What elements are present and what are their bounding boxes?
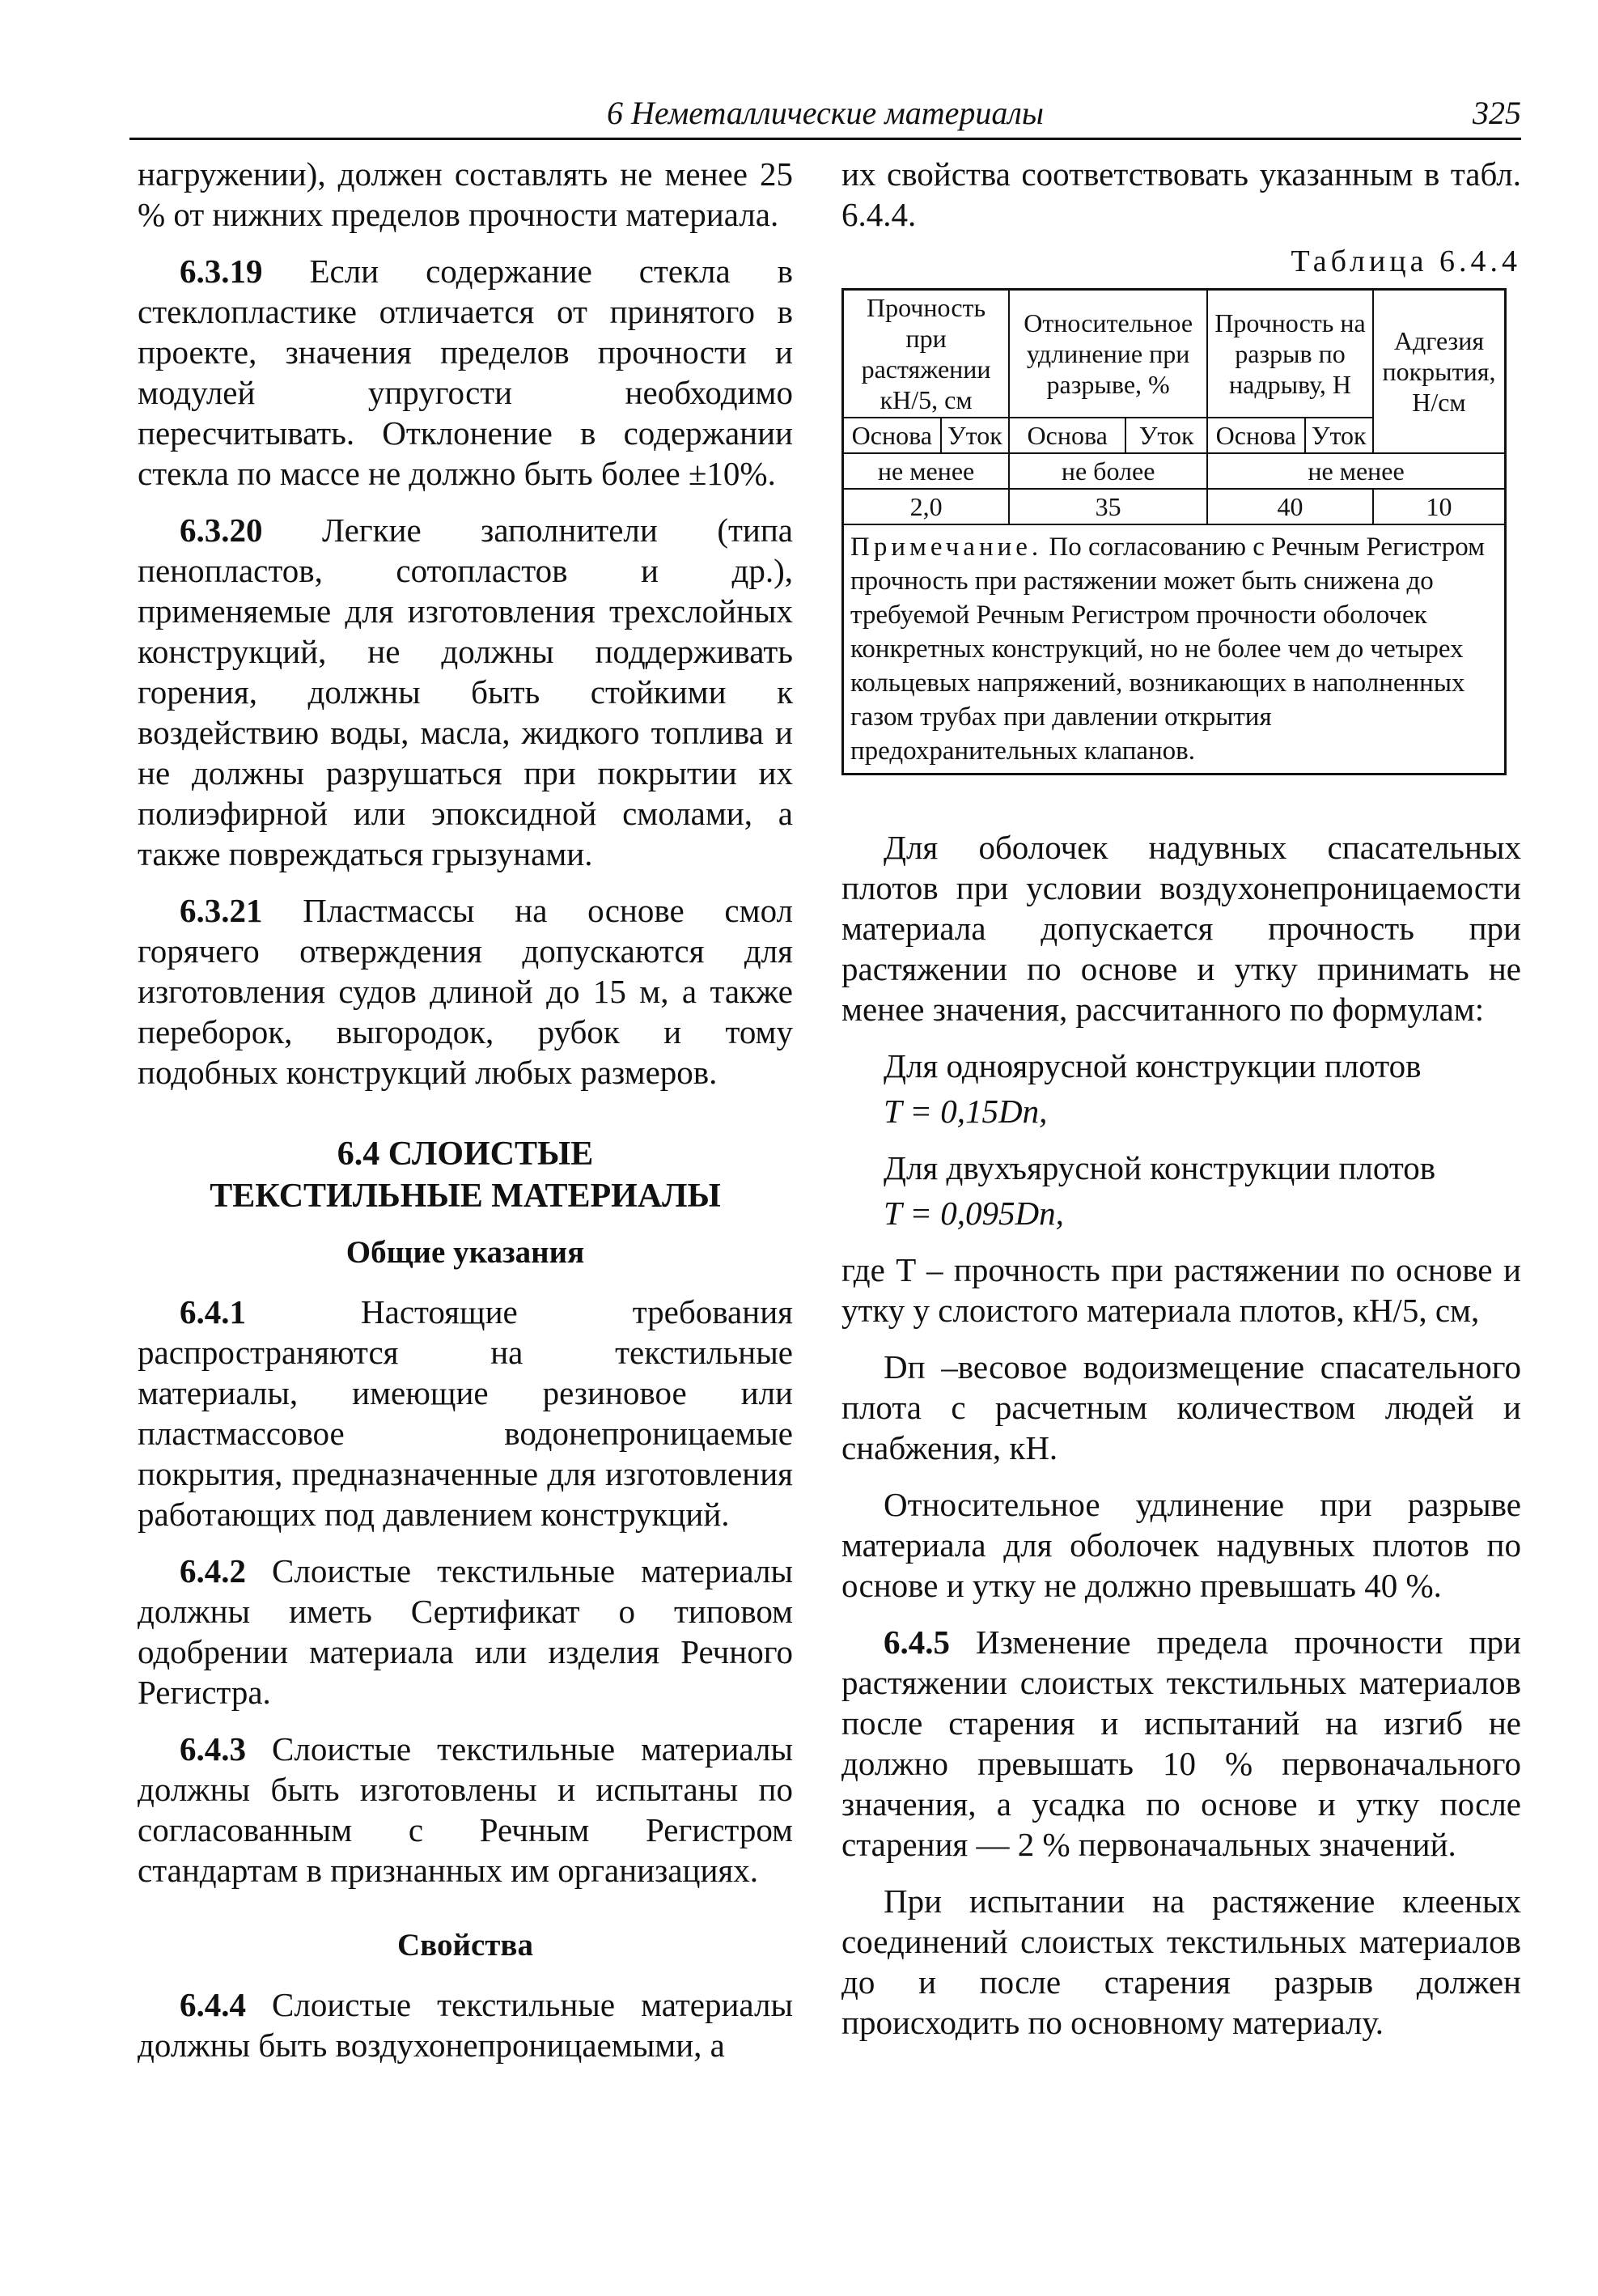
paragraph-single-tier: Для одноярусной конструкции плотов bbox=[884, 1047, 1422, 1084]
paragraph-where-t: где T – прочность при растяжении по основе и утку у слоистого материала плотов, кН/5, см, bbox=[841, 1251, 1521, 1329]
paragraph-6-4-1 bbox=[138, 1292, 793, 1534]
table-note-row bbox=[843, 524, 1506, 775]
subheader-warp: Основа bbox=[1009, 418, 1125, 453]
paragraph-6-4-5 bbox=[841, 1622, 1521, 1865]
value-elongation: 35 bbox=[1009, 489, 1207, 524]
subheader-weft: Уток bbox=[1305, 418, 1373, 453]
clause-number: 6.4.1 bbox=[180, 1293, 246, 1330]
left-column bbox=[138, 154, 793, 2082]
running-header-title: 6 Неметаллические материалы bbox=[607, 95, 1044, 131]
clause-text: Настоящие требования распространяются на текстильные материалы, имеющие резиновое или пластмассовое водонепроницаемые покрытия, предназначенные для изготовления работающих под давлением конструкций. bbox=[138, 1293, 793, 1533]
clause-number: 6.3.20 bbox=[180, 511, 263, 549]
value-tear-strength: 40 bbox=[1207, 489, 1373, 524]
table-note bbox=[843, 524, 1506, 775]
subheading-general: Общие указания bbox=[345, 1235, 585, 1270]
value-adhesion: 10 bbox=[1373, 489, 1506, 524]
paragraph-glued-joints: При испытании на растяжение клееных соединений слоистых текстильных материалов до и после старения разрыв должен происходить по основному материалу. bbox=[841, 1882, 1521, 2041]
paragraph-6-4-4 bbox=[138, 1984, 793, 2065]
table-caption: Таблица 6.4.4 bbox=[1291, 244, 1521, 278]
header-tear-strength: Прочность на разрыв по надрыву, Н bbox=[1207, 290, 1373, 418]
paragraph-rafts: Для оболочек надувных спасательных плотов при условии воздухонепроницаемости материала допускается прочность при растяжении по основе и утку принимать не менее значения, рассчитанного по формулам: bbox=[841, 829, 1521, 1028]
paragraph-6-4-2 bbox=[138, 1551, 793, 1712]
clause-number: 6.4.4 bbox=[180, 1986, 246, 2023]
running-header bbox=[129, 89, 1521, 140]
note-text: По согласованию с Речным Регистром прочность при растяжении может быть снижена до требуемой Речным Регистром прочности оболочек конкретных конструкций, но не более чем до четырех кольцевых напряжений, возникающих в наполненных газом трубах при давлении открытия предохранительных клапанов. bbox=[850, 533, 1485, 766]
paragraph-elongation: Относительное удлинение при разрыве материала для оболочек надувных плотов по основе и утку не должно превышать 40 %. bbox=[841, 1486, 1521, 1604]
limit-min: не менее bbox=[1207, 453, 1505, 489]
clause-number: 6.4.5 bbox=[884, 1623, 950, 1661]
section-heading-line-1: 6.4 СЛОИСТЫЕ bbox=[337, 1135, 594, 1173]
clause-text: Слоистые текстильные материалы должны быть воздухонепроницаемыми, а bbox=[138, 1986, 793, 2064]
paragraph-6-3-21 bbox=[138, 890, 793, 1093]
formula-double-tier: T = 0,095Dп, bbox=[884, 1195, 1064, 1232]
value-strength: 2,0 bbox=[843, 489, 1010, 524]
clause-number: 6.4.2 bbox=[180, 1552, 246, 1589]
subheader-weft: Уток bbox=[941, 418, 1009, 453]
clause-text: Пластмассы на основе смол горячего отверждения допускаются для изготовления судов длиной до 15 м, а также переборок, выгородок, рубок и тому подобных конструкций любых размеров. bbox=[138, 892, 793, 1091]
clause-number: 6.3.21 bbox=[180, 892, 263, 929]
table-header-row bbox=[843, 290, 1506, 418]
header-elongation: Относительное удлинение при разрыве, % bbox=[1009, 290, 1207, 418]
paragraph-6-3-20 bbox=[138, 510, 793, 874]
section-heading-line-2: ТЕКСТИЛЬНЫЕ МАТЕРИАЛЫ bbox=[210, 1178, 721, 1215]
header-strength: Прочность при растяжении кН/5, см bbox=[843, 290, 1010, 418]
note-label: Примечание. bbox=[850, 533, 1043, 562]
clause-text: Легкие заполнители (типа пенопластов, сотопластов и др.), применяемые для изготовления трехслойных конструкций, не должны поддерживать горения, должны быть стойкими к воздействию воды, масла, жидкого топлива и не должны разрушаться при покрытии их полиэфирной или эпоксидной смолами, а также повреждаться грызунами. bbox=[138, 511, 793, 872]
paragraph-6-4-3 bbox=[138, 1729, 793, 1891]
paragraph-where-dp: Dп –весовое водоизмещение спасательного плота с расчетным количеством людей и снабжения, кН. bbox=[841, 1348, 1521, 1466]
clause-number: 6.3.19 bbox=[180, 253, 263, 290]
clause-number: 6.4.3 bbox=[180, 1730, 246, 1768]
subheader-weft: Уток bbox=[1125, 418, 1207, 453]
limit-max: не более bbox=[1009, 453, 1207, 489]
table-value-row bbox=[843, 489, 1506, 524]
subheader-warp: Основа bbox=[843, 418, 941, 453]
paragraph-continuation: нагружении), должен составлять не менее 25 % от нижних пределов прочности материала. bbox=[138, 155, 793, 233]
paragraph-double-tier: Для двухъярусной конструкции плотов bbox=[884, 1149, 1436, 1186]
table-6-4-4 bbox=[841, 288, 1507, 775]
subheader-warp: Основа bbox=[1207, 418, 1304, 453]
paragraph-6-3-19 bbox=[138, 251, 793, 494]
formula-single-tier: T = 0,15Dп, bbox=[884, 1093, 1048, 1130]
clause-text: Слоистые текстильные материалы должны иметь Сертификат о типовом одобрении материала или изделия Речного Регистра. bbox=[138, 1552, 793, 1711]
subheading-properties: Свойства bbox=[397, 1928, 533, 1963]
table-limit-row bbox=[843, 453, 1506, 489]
page-number: 325 bbox=[1473, 95, 1521, 131]
clause-text: Слоистые текстильные материалы должны быть изготовлены и испытаны по согласованным с Речным Регистром стандартам в признанных им организациях. bbox=[138, 1730, 793, 1889]
clause-text: Изменение предела прочности при растяжении слоистых текстильных материалов после старения и испытаний на изгиб не должно превышать 10 % первоначального значения, а усадка по основе и утку после старения — 2 % первоначальных значений. bbox=[841, 1623, 1521, 1863]
limit-min: не менее bbox=[843, 453, 1010, 489]
right-column bbox=[841, 154, 1521, 2059]
section-heading bbox=[138, 1133, 793, 1217]
paragraph-continuation: их свойства соответствовать указанным в табл. 6.4.4. bbox=[841, 155, 1521, 233]
clause-text: Если содержание стекла в стеклопластике отличается от принятого в проекте, значения пределов прочности и модулей упругости необходимо пересчитывать. Отклонение в содержании стекла по массе не должно быть более ±10%. bbox=[138, 253, 793, 492]
header-adhesion: Адгезия покрытия, Н/см bbox=[1373, 290, 1506, 454]
